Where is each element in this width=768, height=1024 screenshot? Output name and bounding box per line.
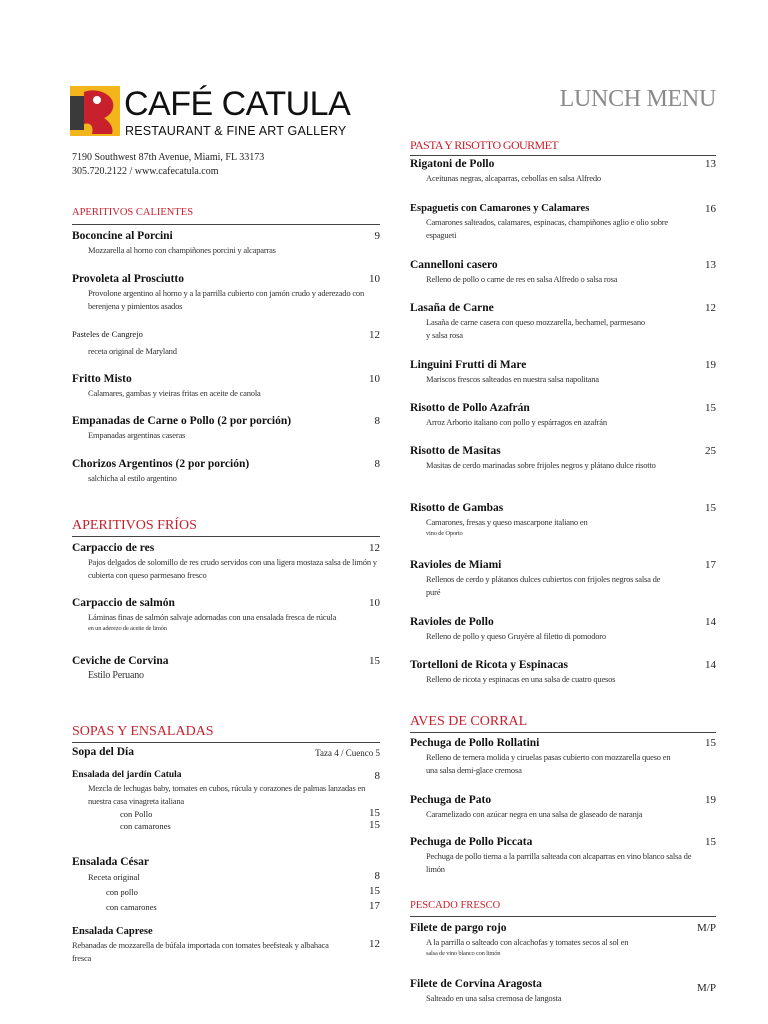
item-name: Carpaccio de salmón — [72, 597, 175, 609]
section-title-pasta: PASTA Y RISOTTO GOURMET — [410, 138, 716, 156]
menu-item — [72, 458, 380, 485]
item-description: Arroz Arborio italiano con pollo y espárragos en azafrán — [426, 417, 607, 427]
item-name: Pechuga de Pollo Piccata — [410, 836, 533, 848]
item-price: 12 — [369, 542, 380, 554]
menu-item — [410, 259, 716, 286]
sub-option-label: Receta original — [88, 872, 140, 882]
sub-option-price: 15 — [369, 819, 380, 831]
item-description: Relleno de pollo y queso Gruyère al filetto di pomodoro — [426, 631, 606, 641]
section-title-pescado: PESCADO FRESCO — [410, 900, 501, 911]
item-price: 16 — [705, 203, 716, 215]
item-description: Masitas de cerdo marinadas sobre frijoles negros y plátano dulce risotto — [426, 460, 656, 470]
section-title-aperitivos-calientes: APERITIVOS CALIENTES — [72, 207, 194, 218]
item-description-extra: vino de Oporto — [426, 530, 463, 537]
item-description: salchicha al estilo argentino — [88, 473, 177, 483]
soup-prices: Taza 4 / Cuenco 5 — [315, 748, 380, 758]
item-name: Espaguetis con Camarones y Calamares — [410, 203, 590, 214]
section-title-sopas: SOPAS Y ENSALADAS — [72, 724, 380, 743]
item-price: 25 — [705, 445, 716, 457]
menu-item — [72, 542, 380, 582]
menu-item — [410, 158, 716, 185]
menu-item — [410, 616, 716, 643]
item-description: Empanadas argentinas caseras — [88, 430, 186, 440]
menu-item — [72, 597, 380, 633]
menu-item — [72, 926, 380, 965]
item-price: 14 — [705, 616, 716, 628]
section-title-aperitivos-frios: APERITIVOS FRÍOS — [72, 518, 380, 537]
menu-item — [72, 655, 380, 682]
item-price: 15 — [705, 737, 716, 749]
item-price: 15 — [705, 836, 716, 848]
sub-option — [72, 820, 380, 832]
item-description: Mozzarella al horno con champiñones porcini y alcaparras — [88, 245, 276, 255]
item-name: Cannelloni casero — [410, 259, 498, 271]
item-name: Rigatoni de Pollo — [410, 158, 495, 170]
menu-item — [72, 373, 380, 400]
menu-item — [410, 659, 716, 686]
sub-option-label: con camarones — [106, 902, 157, 912]
sub-option — [72, 871, 380, 883]
item-description: Pechuga de pollo tierna a la parrilla salteada con alcaparras en vino blanco salsa de limón — [426, 851, 692, 874]
item-name: Filete de pargo rojo — [410, 922, 507, 934]
item-price: 19 — [705, 359, 716, 371]
section-title-aves: AVES DE CORRAL — [410, 714, 716, 733]
item-price: 9 — [374, 230, 380, 242]
item-description: Rellenos de cerdo y plátanos dulces cubiertos con frijoles negros salsa de puré — [426, 574, 661, 597]
menu-item — [410, 445, 716, 472]
item-price: 13 — [705, 259, 716, 271]
sub-option-price: 17 — [369, 900, 380, 912]
menu-item — [72, 273, 380, 313]
menu-item — [72, 856, 380, 913]
item-price: 8 — [374, 415, 380, 427]
item-name: Pasteles de Cangrejo — [72, 329, 143, 339]
contact-line: 305.720.2122 / www.cafecatula.com — [72, 166, 219, 177]
item-price: 10 — [369, 597, 380, 609]
item-name: Carpaccio de res — [72, 542, 155, 554]
menu-item — [410, 978, 716, 1005]
item-price: 13 — [705, 158, 716, 170]
item-description: Mezcla de lechugas baby, tomates en cubos, rúcula y corazones de palmas lanzadas en nuestra casa vinagreta italiana — [88, 783, 366, 806]
address-line: 7190 Southwest 87th Avenue, Miami, FL 33173 — [72, 152, 265, 163]
item-description: Camarones, fresas y queso mascarpone italiano en — [426, 517, 588, 527]
item-description: Camarones salteados, calamares, espinacas, champiñones aglio e olio sobre espagueti — [426, 217, 668, 240]
brand-name: CAFÉ CATULA — [124, 85, 351, 123]
item-name: Risotto de Pollo Azafrán — [410, 402, 530, 414]
item-description: Salteado en una salsa cremosa de langosta — [426, 993, 562, 1003]
item-description: Provolone argentino al horno y a la parrilla cubierto con jamón crudo y aderezado con berenjena y pimientos asados — [88, 288, 364, 311]
item-description: A la parrilla o salteado con alcachofas y tomates secos al sol en — [426, 937, 629, 947]
item-name: Ceviche de Corvina — [72, 655, 169, 667]
sub-option-price: 8 — [374, 870, 380, 882]
item-description: Pajos delgados de solomillo de res crudo servidos con una ligera mostaza salsa de limón y cubierta con queso parmesano fresco — [88, 557, 377, 580]
item-description: Mariscos frescos salteados en nuestra salsa napolitana — [426, 374, 599, 384]
item-name: Risotto de Masitas — [410, 445, 501, 457]
item-price: 8 — [374, 458, 380, 470]
menu-item — [72, 415, 380, 442]
menu-item — [410, 203, 716, 242]
menu-item — [410, 402, 716, 429]
item-price: 15 — [705, 402, 716, 414]
item-price: 10 — [369, 373, 380, 385]
item-price: M/P — [697, 922, 716, 934]
item-description: Relleno de pollo o carne de res en salsa Alfredo o salsa rosa — [426, 274, 618, 284]
item-description: Lasaña de carne casera con queso mozzarella, bechamel, parmesano y salsa rosa — [426, 317, 645, 340]
item-description: Rebanadas de mozzarella de búfala importada con tomates beefsteak y albahaca fresca — [72, 940, 329, 963]
item-price: 17 — [705, 559, 716, 571]
menu-item — [410, 502, 716, 538]
item-price: 10 — [369, 273, 380, 285]
item-description-extra: salsa de vino blanco con limón — [426, 950, 501, 957]
menu-item — [410, 922, 716, 958]
menu-item — [72, 746, 380, 758]
item-price: 8 — [374, 770, 380, 782]
sub-option-label: con pollo — [106, 887, 138, 897]
sub-option-price: 15 — [369, 807, 380, 819]
item-description-extra: en un aderezo de aceite de limón — [88, 625, 167, 632]
item-name: Pechuga de Pato — [410, 794, 492, 806]
item-name: Sopa del Día — [72, 746, 134, 758]
item-description: Calamares, gambas y vieiras fritas en aceite de canola — [88, 388, 261, 398]
sub-option — [72, 808, 380, 820]
item-name: Chorizos Argentinos (2 por porción) — [72, 458, 250, 470]
item-description: Relleno de ternera molida y ciruelas pasas cubierto con mozzarella queso en una salsa demi-glace cremosa — [426, 752, 671, 775]
item-description: Relleno de ricota y espinacas en una salsa de cuatro quesos — [426, 674, 616, 684]
item-price: M/P — [697, 982, 716, 994]
menu-item — [410, 302, 716, 342]
item-name: Pechuga de Pollo Rollatini — [410, 737, 540, 749]
menu-item — [410, 794, 716, 821]
sub-option-label: con camarones — [120, 821, 171, 831]
item-name: Boconcine al Porcini — [72, 230, 173, 242]
item-description: Láminas finas de salmón salvaje adornadas con una ensalada fresca de rúcula — [88, 612, 337, 622]
item-description: Aceitunas negras, alcaparras, cebollas en salsa Alfredo — [426, 173, 601, 183]
menu-item — [72, 770, 380, 832]
item-price: 12 — [705, 302, 716, 314]
menu-item — [410, 737, 716, 777]
item-name: Risotto de Gambas — [410, 502, 504, 514]
menu-item — [410, 836, 716, 876]
menu-item — [410, 559, 716, 599]
item-price: 12 — [369, 329, 380, 341]
item-name: Fritto Misto — [72, 373, 132, 385]
item-name: Provoleta al Prosciutto — [72, 273, 184, 285]
item-name: Filete de Corvina Aragosta — [410, 978, 542, 990]
item-name: Linguini Frutti di Mare — [410, 359, 527, 371]
item-name: Ravioles de Pollo — [410, 616, 494, 628]
item-price: 15 — [705, 502, 716, 514]
brand-subtitle: RESTAURANT & FINE ART GALLERY — [125, 124, 347, 138]
item-name: Ensalada Caprese — [72, 926, 153, 937]
item-price: 15 — [369, 655, 380, 667]
divider — [410, 916, 716, 917]
item-name: Ravioles de Miami — [410, 559, 502, 571]
item-description: receta original de Maryland — [88, 346, 177, 356]
menu-item — [72, 230, 380, 257]
left-column — [72, 0, 380, 1024]
item-price: 12 — [369, 938, 380, 950]
item-price: 14 — [705, 659, 716, 671]
divider — [72, 224, 380, 225]
item-price: 19 — [705, 794, 716, 806]
item-name: Ensalada del jardín Catula — [72, 770, 182, 780]
right-column — [410, 0, 716, 1024]
page-title: LUNCH MENU — [559, 86, 716, 112]
sub-option-label: con Pollo — [120, 809, 153, 819]
menu-item — [410, 359, 716, 386]
item-name: Lasaña de Carne — [410, 302, 494, 314]
item-name: Tortelloni de Ricota y Espinacas — [410, 659, 569, 671]
item-name: Ensalada César — [72, 856, 149, 868]
item-description: Caramelizado con azúcar negra en una salsa de glaseado de naranja — [426, 809, 643, 819]
menu-item — [72, 329, 380, 358]
item-name: Empanadas de Carne o Pollo (2 por porción) — [72, 415, 292, 427]
sub-option-price: 15 — [369, 885, 380, 897]
sub-option — [72, 886, 380, 898]
item-description: Estilo Peruano — [88, 670, 144, 681]
sub-option — [72, 901, 380, 913]
